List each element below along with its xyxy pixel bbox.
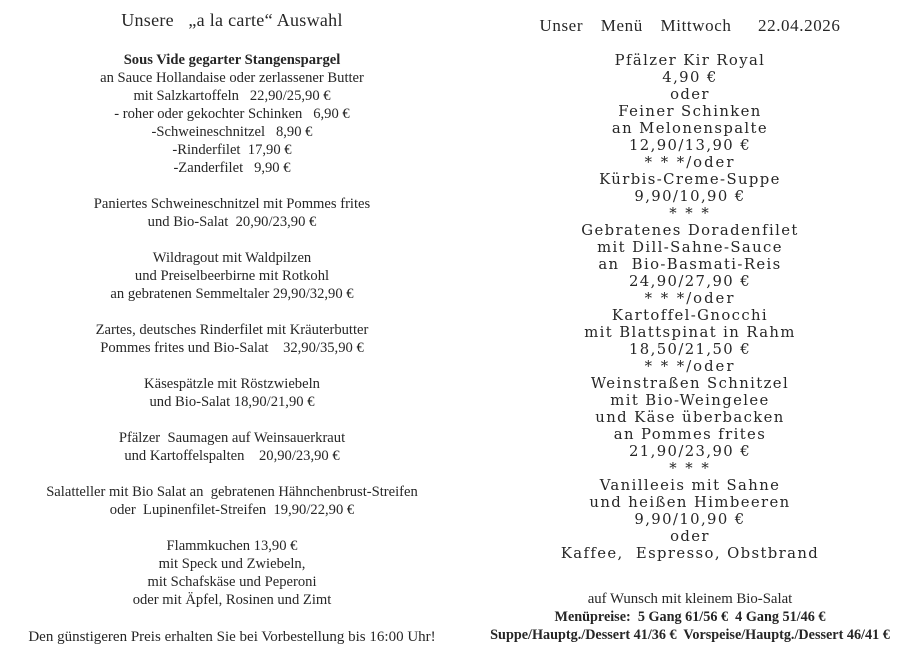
menu-line: Pommes frites und Bio-Salat 32,90/35,90 € <box>100 340 364 356</box>
menu-line: 24,90/27,90 € <box>628 273 752 290</box>
a-la-carte-sections <box>4 51 460 609</box>
course-separator: * * * <box>669 205 711 222</box>
menu-line: Pfälzer Saumagen auf Weinsauerkraut <box>118 430 346 446</box>
menu-line: mit Blattspinat in Rahm <box>584 324 796 341</box>
menu-line: - roher oder gekochter Schinken 6,90 € <box>114 106 350 122</box>
menu-line: Vanilleeis mit Sahne <box>599 477 781 494</box>
course-separator: * * */oder <box>644 290 736 307</box>
menu-line: Kaffee, Espresso, Obstbrand <box>560 545 820 562</box>
a-la-carte-column <box>4 0 460 647</box>
menu-line: Paniertes Schweineschnitzel mit Pommes frites <box>93 196 371 212</box>
menu-line: mit Bio-Weingelee <box>610 392 770 409</box>
menu-line: an Bio-Basmati-Reis <box>598 256 782 273</box>
daily-menu-column <box>478 0 900 644</box>
menu-line: oder mit Äpfel, Rosinen und Zimt <box>132 592 332 608</box>
daily-menu-title: Unser Menü Mittwoch 22.04.2026 <box>539 16 841 35</box>
menu-line: und Bio-Salat 20,90/23,90 € <box>147 214 317 230</box>
menu-line: mit Schafskäse und Peperoni <box>147 574 317 590</box>
menu-section <box>4 483 460 519</box>
menu-line: -Rinderfilet 17,90 € <box>172 142 292 158</box>
bio-salat-note: auf Wunsch mit kleinem Bio-Salat <box>587 591 793 607</box>
menu-line: Flammkuchen 13,90 € <box>166 538 298 554</box>
menu-line: und Bio-Salat 18,90/21,90 € <box>149 394 315 410</box>
menu-line: und Kartoffelspalten 20,90/23,90 € <box>124 448 340 464</box>
menu-line: oder <box>670 86 710 103</box>
menu-line: mit Dill-Sahne-Sauce <box>597 239 783 256</box>
menu-line: 9,90/10,90 € <box>634 511 746 528</box>
menu-line: -Schweineschnitzel 8,90 € <box>151 124 313 140</box>
menu-price-line: Suppe/Hauptg./Dessert 41/36 € Vorspeise/Hauptg./Dessert 46/41 € <box>490 627 890 643</box>
course-separator: * * * <box>669 460 711 477</box>
menu-section <box>4 537 460 609</box>
menu-line: Salatteller mit Bio Salat an gebratenen Hähnchenbrust-Streifen <box>46 484 418 500</box>
menu-line: -Zanderfilet 9,90 € <box>173 160 291 176</box>
menu-section <box>4 375 460 411</box>
menu-line: oder <box>670 528 710 545</box>
menu-line: mit Speck und Zwiebeln, <box>158 556 306 572</box>
menu-line: Gebratenes Doradenfilet <box>581 222 799 239</box>
menu-line: mit Salzkartoffeln 22,90/25,90 € <box>133 88 331 104</box>
menu-line: und heißen Himbeeren <box>589 494 791 511</box>
menu-line: Kartoffel-Gnocchi <box>611 307 769 324</box>
a-la-carte-title: Unsere „a la carte“ Auswahl <box>121 10 343 30</box>
menu-line: an gebratenen Semmeltaler 29,90/32,90 € <box>110 286 354 302</box>
menu-price-line: Menüpreise: 5 Gang 61/56 € 4 Gang 51/46 € <box>554 609 826 625</box>
menu-line: Sous Vide gegarter Stangenspargel <box>123 52 341 68</box>
preorder-note: Den günstigeren Preis erhalten Sie bei Vorbestellung bis 16:00 Uhr! <box>28 629 436 645</box>
menu-line: Feiner Schinken <box>618 103 762 120</box>
menu-line: 4,90 € <box>662 69 718 86</box>
menu-line: 12,90/13,90 € <box>628 137 752 154</box>
menu-line: 9,90/10,90 € <box>634 188 746 205</box>
menu-line: Weinstraßen Schnitzel <box>590 375 790 392</box>
course-separator: * * */oder <box>644 358 736 375</box>
menu-line: Zartes, deutsches Rinderfilet mit Kräuterbutter <box>95 322 369 338</box>
menu-line: Pfälzer Kir Royal <box>614 52 766 69</box>
menu-section <box>4 195 460 231</box>
menu-line: Wildragout mit Waldpilzen <box>152 250 312 266</box>
menu-line: Käsespätzle mit Röstzwiebeln <box>144 376 320 392</box>
menu-prices <box>478 608 900 644</box>
menu-section <box>4 249 460 303</box>
menu-line: und Käse überbacken <box>595 409 785 426</box>
menu-section <box>4 51 460 177</box>
menu-section <box>4 321 460 357</box>
menu-line: und Preiselbeerbirne mit Rotkohl <box>134 268 330 284</box>
menu-line: oder Lupinenfilet-Streifen 19,90/22,90 € <box>109 502 355 518</box>
daily-menu-lines <box>478 52 900 562</box>
menu-line: 21,90/23,90 € <box>628 443 752 460</box>
menu-section <box>4 429 460 465</box>
menu-line: an Sauce Hollandaise oder zerlassener Butter <box>100 70 364 86</box>
menu-line: Kürbis-Creme-Suppe <box>599 171 781 188</box>
menu-line: an Melonenspalte <box>611 120 769 137</box>
menu-line: 18,50/21,50 € <box>628 341 752 358</box>
course-separator: * * */oder <box>644 154 736 171</box>
menu-line: an Pommes frites <box>613 426 767 443</box>
